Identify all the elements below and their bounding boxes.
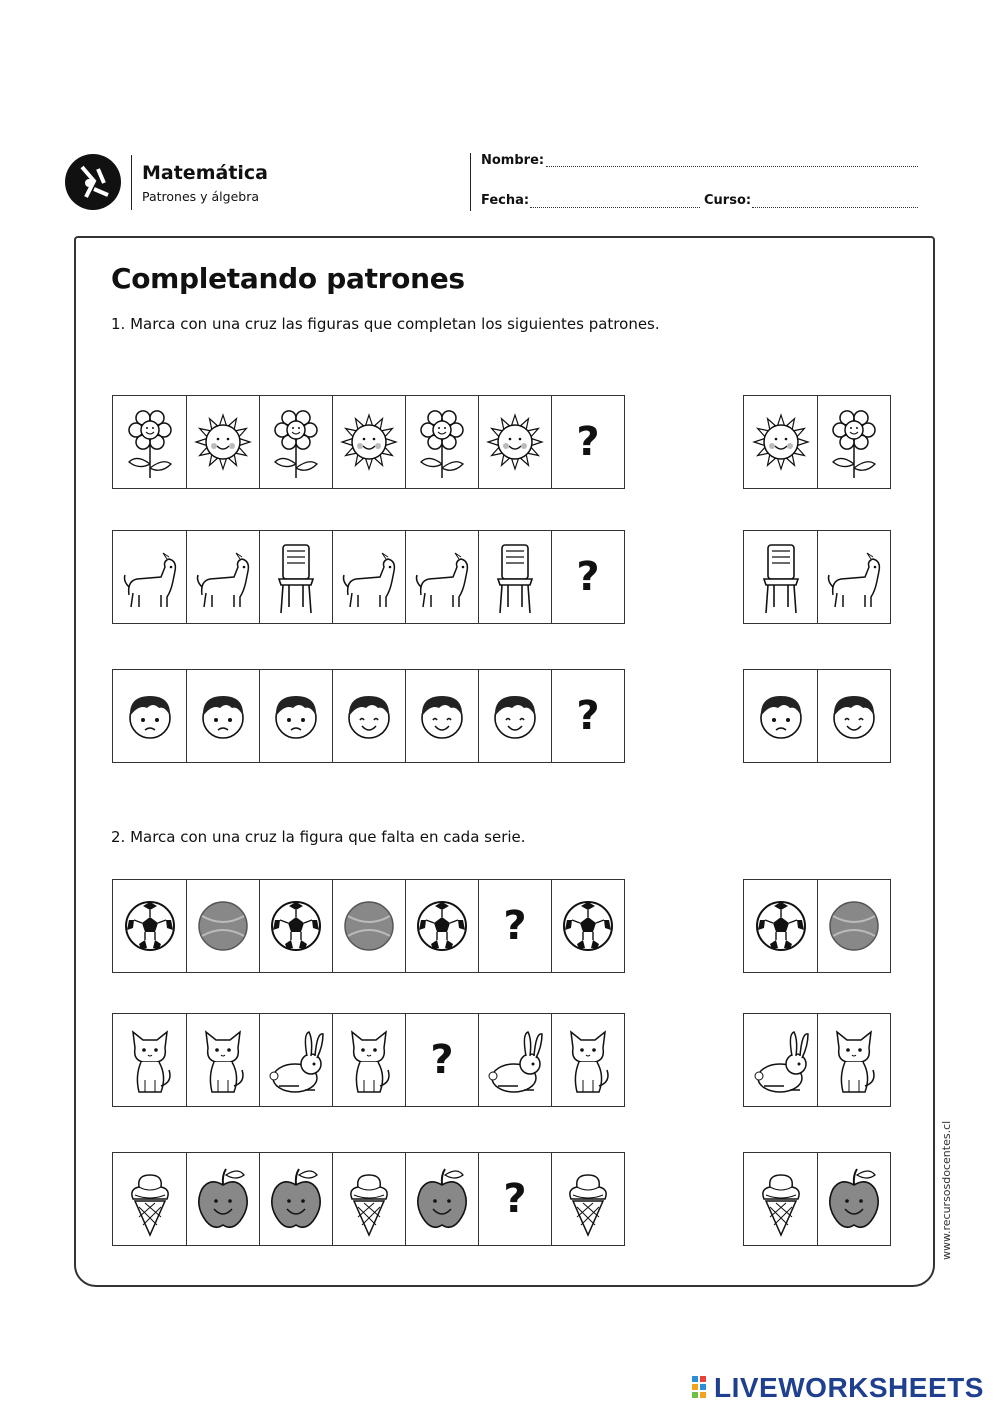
fecha-label: Fecha: [481, 193, 530, 208]
soccer-ball-icon [265, 886, 327, 966]
pattern-cell [405, 396, 478, 488]
sun-icon [192, 402, 254, 482]
pattern-cell [113, 1153, 186, 1245]
sun-icon [484, 402, 546, 482]
missing-item-cell [551, 670, 624, 762]
brand-logo-icon [692, 1376, 714, 1400]
curso-field[interactable] [752, 206, 918, 208]
pattern-cell [259, 396, 332, 488]
sad-boy-icon [119, 676, 181, 756]
pattern-cell [478, 1014, 551, 1106]
pattern-cell [478, 396, 551, 488]
answer-option-cell[interactable] [817, 531, 890, 623]
flower-icon [119, 402, 181, 482]
pattern-cell [186, 531, 259, 623]
pattern-sequence-row [112, 530, 625, 624]
pattern-cell [332, 396, 405, 488]
apple-icon [823, 1159, 885, 1239]
answer-option-cell[interactable] [744, 531, 817, 623]
missing-item-cell [551, 396, 624, 488]
side-credit: www.recursosdocentes.cl [940, 1120, 953, 1260]
pattern-sequence-row [112, 1152, 625, 1246]
pattern-sequence-row [112, 395, 625, 489]
dog-icon [192, 537, 254, 617]
answer-options-row [743, 879, 891, 973]
rabbit-icon [750, 1020, 812, 1100]
answer-option-cell[interactable] [744, 1014, 817, 1106]
answer-option-cell[interactable] [817, 396, 890, 488]
pattern-cell [186, 880, 259, 972]
rabbit-icon [265, 1020, 327, 1100]
header-divider [131, 155, 132, 210]
pattern-cell [186, 670, 259, 762]
pattern-cell [405, 1153, 478, 1245]
tennis-ball-icon [823, 886, 885, 966]
answer-option-cell[interactable] [744, 880, 817, 972]
nombre-label: Nombre: [481, 153, 545, 168]
question-mark: ? [503, 903, 527, 949]
cat-icon [119, 1020, 181, 1100]
pattern-cell [332, 1014, 405, 1106]
answer-option-cell[interactable] [817, 880, 890, 972]
question-mark: ? [576, 554, 600, 600]
ice-cream-icon [557, 1159, 619, 1239]
question-1: 1. Marca con una cruz las figuras que completan los siguientes patrones. [111, 315, 660, 333]
question-2: 2. Marca con una cruz la figura que falta en cada serie. [111, 828, 526, 846]
question-mark: ? [503, 1176, 527, 1222]
cat-icon [823, 1020, 885, 1100]
answer-options-row [743, 1152, 891, 1246]
flower-icon [411, 402, 473, 482]
soccer-ball-icon [411, 886, 473, 966]
cat-icon [192, 1020, 254, 1100]
pattern-cell [186, 396, 259, 488]
fecha-field[interactable] [530, 206, 700, 208]
happy-boy-icon [338, 676, 400, 756]
ice-cream-icon [338, 1159, 400, 1239]
tennis-ball-icon [192, 886, 254, 966]
pattern-cell [259, 1014, 332, 1106]
pattern-cell [186, 1014, 259, 1106]
apple-icon [265, 1159, 327, 1239]
nombre-field[interactable] [546, 165, 918, 167]
pattern-cell [551, 880, 624, 972]
pattern-cell [113, 531, 186, 623]
answer-option-cell[interactable] [744, 1153, 817, 1245]
brand-footer [692, 1372, 984, 1404]
curso-label: Curso: [704, 193, 752, 208]
answer-option-cell[interactable] [744, 396, 817, 488]
dog-icon [119, 537, 181, 617]
question-mark: ? [576, 693, 600, 739]
worksheet-title: Completando patrones [111, 262, 465, 295]
question-mark: ? [430, 1037, 454, 1083]
missing-item-cell [478, 1153, 551, 1245]
pattern-cell [478, 670, 551, 762]
cat-icon [557, 1020, 619, 1100]
dog-icon [338, 537, 400, 617]
subject-title: Matemática [142, 162, 268, 184]
ice-cream-icon [750, 1159, 812, 1239]
apple-icon [192, 1159, 254, 1239]
missing-item-cell [551, 531, 624, 623]
cat-icon [338, 1020, 400, 1100]
chair-icon [484, 537, 546, 617]
happy-boy-icon [484, 676, 546, 756]
sun-icon [338, 402, 400, 482]
pattern-cell [332, 670, 405, 762]
pattern-cell [259, 1153, 332, 1245]
pattern-cell [186, 1153, 259, 1245]
pattern-cell [332, 880, 405, 972]
soccer-ball-icon [557, 886, 619, 966]
answer-options-row [743, 395, 891, 489]
pattern-sequence-row [112, 669, 625, 763]
sad-boy-icon [192, 676, 254, 756]
pattern-cell [259, 670, 332, 762]
logo-icon [64, 153, 122, 211]
pattern-cell [259, 531, 332, 623]
pattern-cell [332, 531, 405, 623]
soccer-ball-icon [750, 886, 812, 966]
pattern-cell [551, 1153, 624, 1245]
brand-name: LIVEWORKSHEETS [714, 1372, 984, 1403]
question-mark: ? [576, 419, 600, 465]
soccer-ball-icon [119, 886, 181, 966]
pattern-cell [405, 670, 478, 762]
pattern-cell [405, 531, 478, 623]
happy-boy-icon [823, 676, 885, 756]
missing-item-cell [405, 1014, 478, 1106]
pattern-cell [113, 880, 186, 972]
sun-icon [750, 402, 812, 482]
happy-boy-icon [411, 676, 473, 756]
answer-option-cell[interactable] [817, 670, 890, 762]
pattern-cell [551, 1014, 624, 1106]
chair-icon [265, 537, 327, 617]
dog-icon [411, 537, 473, 617]
pattern-cell [405, 880, 478, 972]
pattern-sequence-row [112, 879, 625, 973]
pattern-cell [113, 396, 186, 488]
missing-item-cell [478, 880, 551, 972]
form-divider [470, 153, 471, 211]
answer-options-row [743, 1013, 891, 1107]
answer-option-cell[interactable] [817, 1014, 890, 1106]
answer-option-cell[interactable] [817, 1153, 890, 1245]
dog-icon [823, 537, 885, 617]
chair-icon [750, 537, 812, 617]
pattern-cell [478, 531, 551, 623]
sad-boy-icon [750, 676, 812, 756]
apple-icon [411, 1159, 473, 1239]
pattern-cell [113, 1014, 186, 1106]
answer-option-cell[interactable] [744, 670, 817, 762]
answer-options-row [743, 669, 891, 763]
ice-cream-icon [119, 1159, 181, 1239]
tennis-ball-icon [338, 886, 400, 966]
answer-options-row [743, 530, 891, 624]
flower-icon [265, 402, 327, 482]
pattern-cell [332, 1153, 405, 1245]
sad-boy-icon [265, 676, 327, 756]
pattern-sequence-row [112, 1013, 625, 1107]
flower-icon [823, 402, 885, 482]
subject-subtitle: Patrones y álgebra [142, 189, 260, 204]
pattern-cell [113, 670, 186, 762]
pattern-cell [259, 880, 332, 972]
rabbit-icon [484, 1020, 546, 1100]
